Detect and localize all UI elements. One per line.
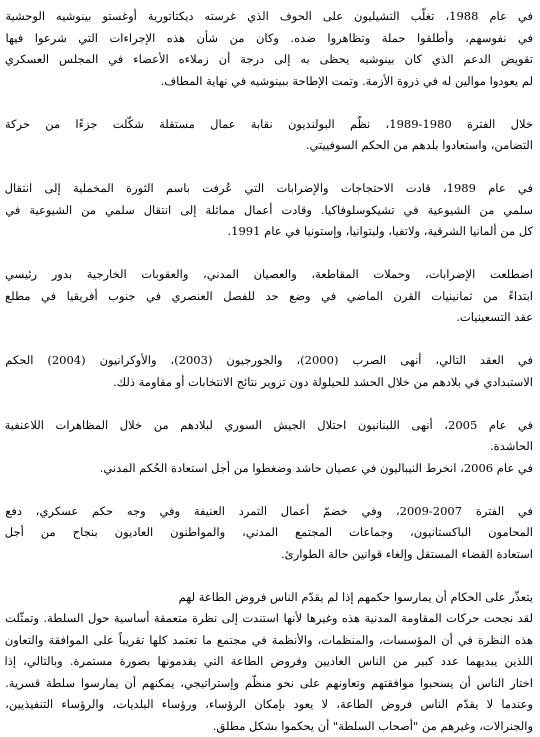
paragraph-chile-1988 — [5, 6, 533, 92]
text-line: في العقد التالي، أنهى الصرب (2000)، والجورجيون (2003)، والأوكرانيون (2004) الحكم — [5, 350, 533, 372]
text-line: كل من ألمانيا الشرقية، ولاتفيا، وليتوانيا، وإستونيا في عام 1991. — [5, 221, 533, 243]
text-line: هذه النظرة في أن المؤسسات، والمنظمات، والأنظمة في مجتمع ما تعتمد كلها تقريباً على الموافقة والتعاون — [5, 630, 533, 652]
text-line: لم يعودوا موالين له في ذروة الأزمة. وتمت الإطاحة ببينوشيه في نهاية المطاف. — [5, 71, 533, 93]
text-line: اختار الناس أن يسحبوا موافقتهم وتعاونهم على نحو منظّم وإستراتيجي، يمكنهم أن يمارسوا سلطة قسرية. — [5, 673, 533, 695]
text-line: لقد نجحت حركات المقاومة المدنية هذه وغيرها لأنها استندت إلى نظرة متعمقة أساسية حول السلطة. وتمثّلت — [5, 608, 533, 630]
text-line: اضطلعت الإضرابات، وحملات المقاطعة، والعصيان المدني، والعقوبات الخارجية بدور رئيسي — [5, 264, 533, 286]
text-line: سلمي من الشيوعية في تشيكوسلوفاكيا. وقادت أعمال مماثلة إلى انتقال سلمي من الشيوعية في — [5, 200, 533, 222]
text-line: في عام 1989، قادت الاحتجاجات والإضرابات التي عُرفت باسم الثورة المخملية إلى انتقال — [5, 178, 533, 200]
text-line: استعادة القضاء المستقل وإلغاء قوانين حالة الطوارئ. — [5, 544, 533, 566]
text-line: وعندما لا يقدّم الناس فروض الطاعة، لا يعود بإمكان الرؤساء، ورؤساء البلديات، والرؤساء التنفيذيين، — [5, 694, 533, 716]
text-line: التضامن، واستعادوا بلدهم من الحكم السوفييتي. — [5, 135, 533, 157]
paragraph-lebanon-nepal — [5, 415, 533, 480]
text-line: الاستبدادي في بلادهم من خلال الحشد للحيلولة دون تزوير نتائج الانتخابات أو مقاومة ذلك. — [5, 372, 533, 394]
text-line: في الفترة 2007-2009، وفي خضمّ أعمال التمرد العنيفة وفي وجه حكم عسكري، دفع — [5, 501, 533, 523]
text-line: عقد التسعينيات. — [5, 307, 533, 329]
paragraph-poland-1980-1989 — [5, 114, 533, 157]
text-line: في عام 2006، انخرط النيباليون في عصيان حاشد وضغطوا من أجل استعادة الحُكم المدني. — [5, 458, 533, 480]
paragraph-power-of-obedience — [5, 587, 533, 737]
text-line: المحامون الباكستانيون، وجماعات المجتمع المدني، والمواطنون العاديون بنجاح من أجل — [5, 522, 533, 544]
text-line: اللذين يبديهما عدد كبير من الناس العاديين وفروض الطاعة التي يقدمونها بصورة مستمرة. وبالتالي، إذا — [5, 651, 533, 673]
text-line: في عام 2005، أنهى اللبنانيون احتلال الجيش السوري لبلادهم من خلال المظاهرات اللاعنفية — [5, 415, 533, 437]
text-line: تقويض الدعم الذي كان بينوشيه يحظى به إلى درجة أن زملاءه الأعضاء في المجلس العسكري — [5, 49, 533, 71]
text-line: والجنرالات، وغيرهم من "أصحاب السلطة" أن يحكموا بشكل مطلق. — [5, 716, 533, 737]
text-line: في عام 1988، تغلّب التشيليون على الحوف الذي غرسته ديكتاتورية أوغستو بينوشيه الوحشية — [5, 6, 533, 28]
paragraph-velvet-revolution-1989 — [5, 178, 533, 243]
paragraph-serbia-georgia-ukraine — [5, 350, 533, 393]
text-line: خلال الفترة 1980-1989، نظّم البولنديون نقابة عمال مستقلة شكّلت جزءًا من حركة — [5, 114, 533, 136]
paragraph-south-africa — [5, 264, 533, 329]
text-line: الحاشدة. — [5, 436, 533, 458]
paragraph-pakistan-2007-2009 — [5, 501, 533, 566]
text-line: ابتداءً من ثمانينيات القرن الماضي في وضع حد للفصل العنصري في جنوب أفريقيا في مطلع — [5, 286, 533, 308]
text-line: في نفوسهم، وأطلقوا حملة وتظاهروا ضده. وكان من شأن هذه الإجراءات التي شرعوا فيها — [5, 28, 533, 50]
document-page — [5, 6, 533, 737]
section-heading-line: يتعذّر على الحكام أن يمارسوا حكمهم إذا لم يقدّم الناس فروض الطاعة لهم — [5, 587, 533, 609]
